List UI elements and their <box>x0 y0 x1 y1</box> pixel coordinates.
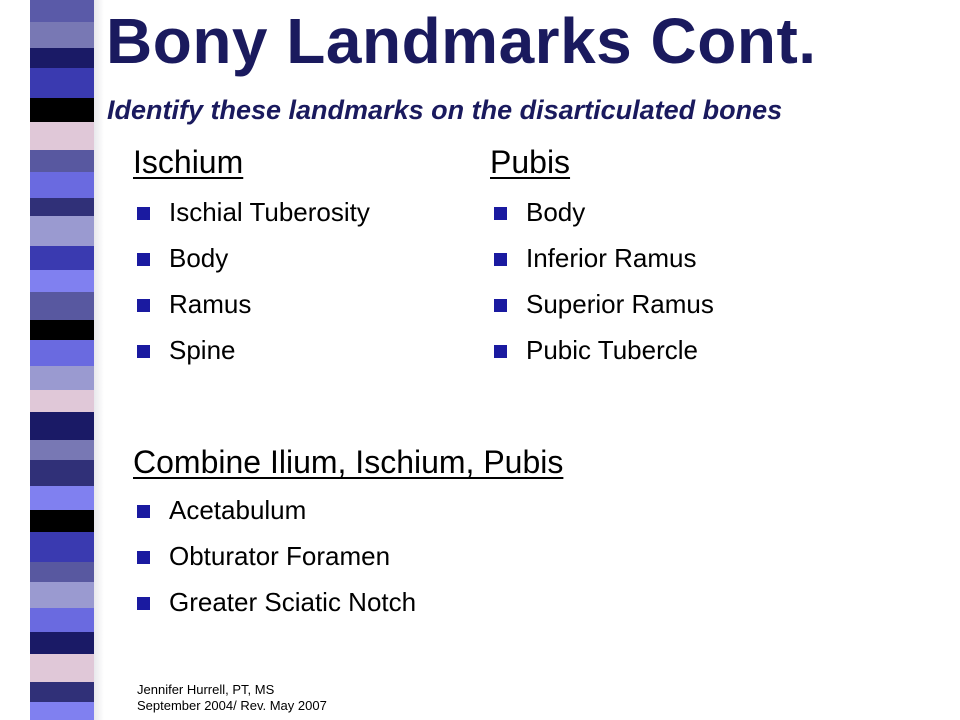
decorative-stripe <box>30 0 94 720</box>
square-bullet-icon <box>137 299 150 312</box>
square-bullet-icon <box>137 345 150 358</box>
list-item-label: Body <box>169 243 229 273</box>
stripe-segment <box>30 68 94 98</box>
square-bullet-icon <box>137 551 150 564</box>
list-item <box>490 281 714 327</box>
stripe-segment <box>30 510 94 532</box>
stripe-segment <box>30 0 94 22</box>
pubis-heading: Pubis <box>490 144 571 180</box>
list-item-label: Superior Ramus <box>526 289 714 319</box>
stripe-segment <box>30 122 94 150</box>
ischium-section <box>133 144 370 373</box>
stripe-segment <box>30 608 94 632</box>
ischium-heading: Ischium <box>133 144 244 180</box>
stripe-segment <box>30 440 94 460</box>
list-item <box>133 487 563 533</box>
square-bullet-icon <box>137 505 150 518</box>
stripe-segment <box>30 702 94 720</box>
stripe-segment <box>30 48 94 68</box>
list-item-label: Greater Sciatic Notch <box>169 587 417 617</box>
square-bullet-icon <box>494 253 507 266</box>
slide-subtitle: Identify these landmarks on the disarticulated bones <box>107 95 783 125</box>
square-bullet-icon <box>137 597 150 610</box>
stripe-segment <box>30 98 94 122</box>
combine-heading: Combine Ilium, Ischium, Pubis <box>133 444 564 480</box>
square-bullet-icon <box>137 253 150 266</box>
stripe-edge <box>94 0 104 720</box>
list-item-label: Spine <box>169 335 236 365</box>
list-item <box>490 189 714 235</box>
stripe-segment <box>30 460 94 486</box>
stripe-segment <box>30 682 94 702</box>
stripe-segment <box>30 320 94 340</box>
stripe-segment <box>30 486 94 510</box>
square-bullet-icon <box>494 345 507 358</box>
slide-title: Bony Landmarks Cont. <box>106 5 817 77</box>
list-item <box>133 579 563 625</box>
list-item-label: Ischial Tuberosity <box>169 197 370 227</box>
stripe-segment <box>30 390 94 412</box>
stripe-segment <box>30 632 94 654</box>
stripe-segment <box>30 270 94 292</box>
list-item <box>133 281 370 327</box>
list-item-label: Pubic Tubercle <box>526 335 698 365</box>
stripe-segment <box>30 22 94 48</box>
list-item-label: Obturator Foramen <box>169 541 391 571</box>
square-bullet-icon <box>494 207 507 220</box>
list-item <box>133 189 370 235</box>
combine-list <box>133 487 563 625</box>
list-item <box>133 235 370 281</box>
pubis-section <box>490 144 714 373</box>
list-item <box>490 327 714 373</box>
stripe-segment <box>30 532 94 562</box>
list-item <box>490 235 714 281</box>
footer-author: Jennifer Hurrell, PT, MS <box>137 682 275 697</box>
pubis-list <box>490 189 714 373</box>
stripe-segment <box>30 150 94 172</box>
list-item-label: Acetabulum <box>169 495 307 525</box>
stripe-segment <box>30 582 94 608</box>
list-item <box>133 327 370 373</box>
slide-footer <box>137 682 327 714</box>
list-item <box>133 533 563 579</box>
stripe-segment <box>30 412 94 440</box>
stripe-segment <box>30 654 94 682</box>
stripe-segment <box>30 246 94 270</box>
list-item-label: Body <box>526 197 586 227</box>
square-bullet-icon <box>494 299 507 312</box>
footer-date: September 2004/ Rev. May 2007 <box>137 698 327 713</box>
list-item-label: Ramus <box>169 289 252 319</box>
stripe-segment <box>30 292 94 320</box>
stripe-segment <box>30 198 94 216</box>
list-item-label: Inferior Ramus <box>526 243 697 273</box>
stripe-segment <box>30 172 94 198</box>
stripe-segment <box>30 340 94 366</box>
combine-section <box>133 444 563 625</box>
stripe-segment <box>30 562 94 582</box>
stripe-segment <box>30 366 94 390</box>
square-bullet-icon <box>137 207 150 220</box>
ischium-list <box>133 189 370 373</box>
stripe-segment <box>30 216 94 246</box>
